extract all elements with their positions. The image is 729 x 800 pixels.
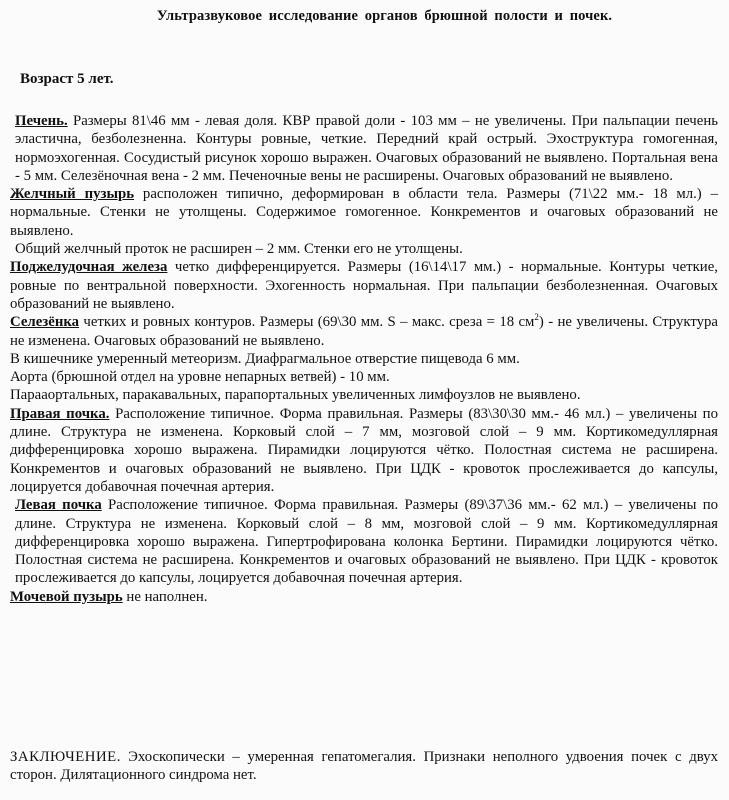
bladder-text: не наполнен. (122, 588, 208, 605)
section-left-kidney (10, 496, 718, 587)
section-pancreas (10, 258, 718, 313)
aorta-text: Аорта (брюшной отдел на уровне непарных ветвей) - 10 мм. (10, 369, 390, 386)
right-kidney-text: Расположение типичное. Форма правильная. Размеры (83\30\30 мм.- 46 мл.) – увеличены по длине. Структура не изменена. Корковый слой – 7 мм, мозговой слой – 9 мм. Кортикомедуллярная дифференцировка хорошо выражена. Пирамидки лоцируются чётко. Полостная система не расширена. Конкрементов и очаговых образований не выявлено. При ЦДК - кровоток прослеживается до капсулы, лоцируется добавочная почечная артерия. (10, 405, 718, 495)
liver-heading: Печень. (15, 113, 68, 129)
spleen-text-after: ) - не увеличены. Структура не изменена. Очаговых образований не выявлено. (10, 314, 718, 349)
intestine-text: В кишечнике умеренный метеоризм. Диафрагмальное отверстие пищевода 6 мм. (10, 350, 520, 367)
right-kidney-heading: Правая почка. (10, 405, 110, 422)
spleen-heading: Селезёнка (10, 314, 80, 331)
section-intestine (10, 350, 718, 368)
section-liver (10, 112, 718, 185)
section-lymph-nodes (10, 386, 718, 404)
conclusion-heading: ЗАКЛЮЧЕНИЕ (10, 749, 117, 765)
section-right-kidney (10, 405, 718, 496)
left-kidney-heading: Левая почка (15, 497, 102, 514)
conclusion-text: . Эхоскопически – умеренная гепатомегалия. Признаки неполного удвоения почек с двух сторон. Дилятационного синдрома нет. (10, 749, 718, 784)
bile-duct-text: Общий желчный проток не расширен – 2 мм. Стенки его не утолщены. (15, 241, 463, 258)
conclusion (10, 748, 718, 785)
document-title: Ультразвуковое исследование органов брюшной полости и почек. (156, 8, 613, 24)
bladder-heading: Мочевой пузырь (10, 588, 123, 605)
spleen-text: четких и ровных контуров. Размеры (69\30 мм. S – макс. среза = 18 см (79, 314, 535, 331)
section-bile-duct (10, 240, 718, 258)
pancreas-heading: Поджелудочная железа (10, 259, 168, 276)
gallbladder-text: расположен типично, деформирован в области тела. Размеры (71\22 мм.- 18 мл.) – нормальные. Стенки не утолщены. Содержимое гомогенное. Конкрементов и очаговых образований не выявлено. (10, 186, 719, 239)
liver-text: Размеры 81\46 мм - левая доля. КВР правой доли - 103 мм – не увеличены. При пальпации печень эластична, безболезненна. Контуры ровные, четкие. Передний край острый. Эхоструктура гомогенная, нормоэхогенная. Сосудистый рисунок хорошо выражен. Очаговых образований не выявлено. Портальная вена - 5 мм. Селезёночная вена - 2 мм. Печеночные вены не расширены. Очаговых образований не выявлено. (15, 113, 718, 184)
section-bladder (10, 588, 718, 606)
gallbladder-heading: Желчный пузырь (10, 186, 135, 203)
spleen-area-superscript: 2 (534, 312, 539, 323)
patient-age: Возраст 5 лет. (20, 71, 114, 87)
section-aorta (10, 368, 718, 386)
lymph-nodes-text: Парааортальных, паракавальных, парапортальных увеличенных лимфоузлов не выявлено. (10, 387, 581, 404)
section-spleen (10, 313, 718, 350)
findings-body (10, 112, 718, 606)
pancreas-text: четко дифференцируется. Размеры (16\14\17 мм.) - нормальные. Контуры четкие, ровные по вентральной поверхности. Эхогенность нормальная. При пальпации безболезненная. Очаговых образований не выявлено. (10, 259, 718, 312)
section-gallbladder (10, 185, 718, 240)
left-kidney-text: Расположение типичное. Форма правильная. Размеры (89\37\36 мм.- 62 мл.) – увеличены по длине. Структура не изменена. Корковый слой – 8 мм, мозговой слой – 9 мм. Кортикомедуллярная дифференцировка хорошо выражена. Гипертрофирована колонка Бертини. Пирамидки лоцируются чётко. Полостная система не расширена. Конкрементов и очаговых образований не выявлено. При ЦДК - кровоток прослеживается до капсулы, лоцируется добавочная почечная артерия. (15, 497, 719, 587)
